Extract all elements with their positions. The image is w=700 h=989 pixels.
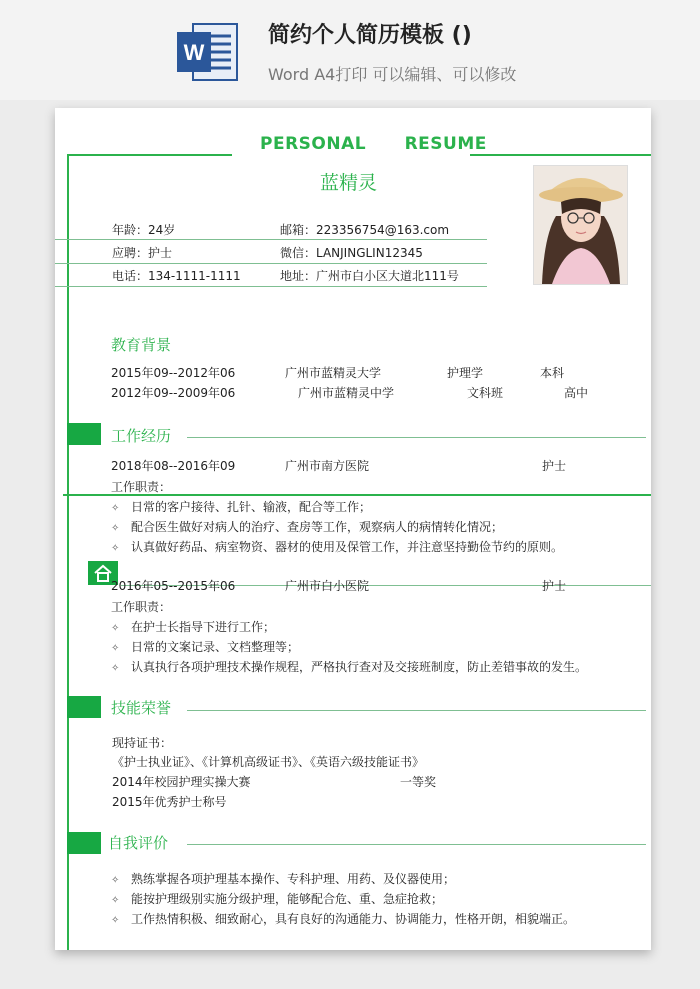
self-eval-item: ✧ 熟练掌握各项护理基本操作、专科护理、用药、及仪器使用；: [111, 872, 456, 886]
info-underline-3: [55, 286, 487, 287]
section-work-rule: [187, 437, 646, 438]
edu-period: 2015年09--2012年06: [111, 366, 236, 380]
job-org: 广州市白小医院: [285, 579, 370, 593]
info-wechat: 微信：LANJINGLIN12345: [280, 246, 423, 260]
candidate-name: 蓝精灵: [320, 172, 378, 194]
duty-item: ✧ 配合医生做好对病人的治疗、查房等工作，观察病人的病情转化情况；: [111, 520, 504, 534]
edu-period: 2012年09--2009年06: [111, 386, 236, 400]
skills-certs: 《护士执业证》、《计算机高级证书》、《英语六级技能证书》: [112, 755, 425, 769]
info-underline-1: [55, 239, 487, 240]
skills-award: 2014年校园护理实操大赛: [112, 775, 251, 789]
duty-item: ✧ 认真执行各项护理技术操作规程，严格执行查对及交接班制度，防止差错事故的发生。: [111, 660, 588, 674]
edu-degree: 高中: [564, 386, 589, 400]
skills-cert-label: 现持证书：: [112, 736, 173, 750]
duty-item: ✧ 日常的客户接待、扎针、输液，配合等工作；: [111, 500, 372, 514]
section-work-title: 工作经历: [111, 427, 172, 445]
info-address: 地址：广州市白小区大道北111号: [280, 269, 459, 283]
section-education-title: 教育背景: [111, 336, 172, 354]
job-role: 护士: [542, 459, 567, 473]
job-period: 2016年05--2015年06: [111, 579, 236, 593]
edu-school: 广州市蓝精灵大学: [285, 366, 382, 380]
job-duty-label: 工作职责：: [111, 480, 172, 494]
job-org: 广州市南方医院: [285, 459, 370, 473]
job-duty-label: 工作职责：: [111, 600, 172, 614]
job-period: 2018年08--2016年09: [111, 459, 236, 473]
skills-award-rank: 一等奖: [400, 775, 437, 789]
section-self-eval-marker: [67, 832, 101, 854]
section-skills-rule: [187, 710, 646, 711]
info-email: 邮箱：223356754@163.com: [280, 223, 450, 237]
section-work-marker: [67, 423, 101, 445]
section-self-eval-rule: [187, 844, 646, 845]
job-role: 护士: [542, 579, 567, 593]
word-icon: [175, 20, 239, 84]
info-phone: 电话：134-1111-1111: [112, 269, 241, 283]
top-frame-line-right: [470, 154, 651, 156]
edu-major: 护理学: [447, 366, 484, 380]
left-frame-line: [67, 154, 69, 950]
edu-school: 广州市蓝精灵中学: [298, 386, 395, 400]
section-skills-marker: [67, 696, 101, 718]
document-title: 简约个人简历模板 (): [268, 23, 472, 48]
self-eval-item: ✧ 工作热情积极、细致耐心，具有良好的沟通能力、协调能力，性格开朗，相貌端正。: [111, 912, 576, 926]
edu-degree: 本科: [540, 366, 565, 380]
profile-photo: [533, 165, 628, 285]
info-age: 年龄：24岁: [112, 223, 176, 237]
resume-heading: PERSONAL RESUME: [260, 134, 487, 154]
info-underline-2: [55, 263, 487, 264]
info-apply: 应聘：护士: [112, 246, 173, 260]
svg-text:W: W: [183, 40, 205, 65]
section-skills-title: 技能荣誉: [111, 699, 172, 717]
top-frame-line-left: [67, 154, 232, 156]
edu-major: 文科班: [467, 386, 504, 400]
resume-page: [55, 108, 651, 950]
skills-award: 2015年优秀护士称号: [112, 795, 227, 809]
duty-item: ✧ 日常的文案记录、文档整理等；: [111, 640, 300, 654]
section-self-eval-title: 自我评价: [108, 834, 169, 852]
document-subtitle: Word A4打印 可以编辑、可以修改: [268, 65, 517, 84]
document-header: [0, 0, 700, 100]
self-eval-item: ✧ 能按护理级别实施分级护理，能够配合危、重、急症抢救；: [111, 892, 444, 906]
duty-item: ✧ 在护士长指导下进行工作；: [111, 620, 276, 634]
duty-item: ✧ 认真做好药品、病室物资、器材的使用及保管工作，并注意坚持勤俭节约的原则。: [111, 540, 564, 554]
